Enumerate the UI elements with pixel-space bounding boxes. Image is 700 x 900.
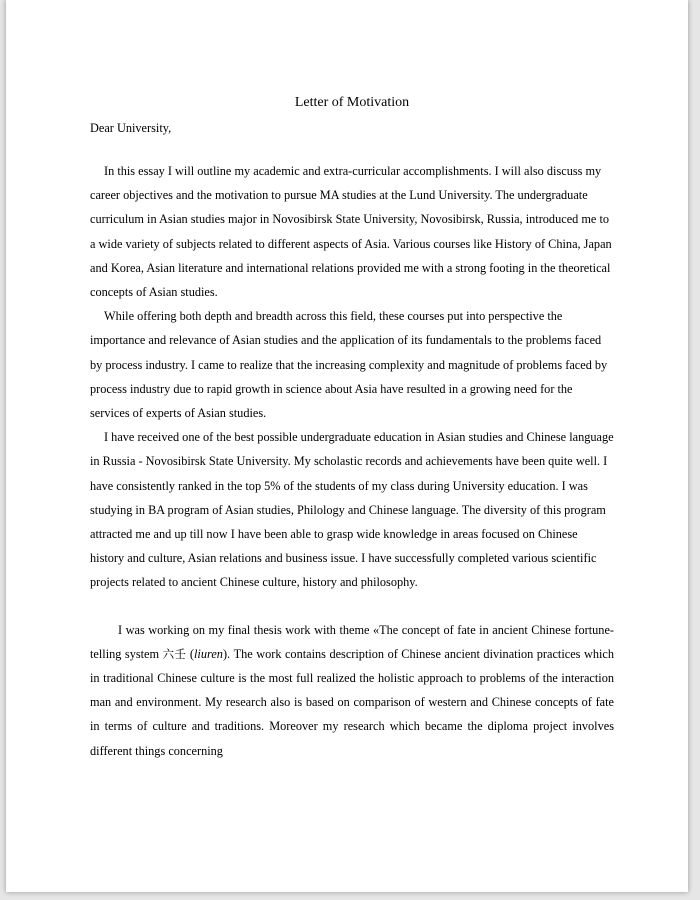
salutation: Dear University, <box>90 121 172 135</box>
document-body <box>90 93 614 763</box>
liuren-chinese-characters: 六壬 <box>162 646 187 661</box>
document-title: Letter of Motivation <box>294 95 410 110</box>
thesis-text-start: I was working on my final thesis work with theme «The concept of fate in ancient Chinese fortune-telling system <box>90 622 614 661</box>
thesis-paren-open: ( <box>186 646 195 661</box>
paragraph-4-thesis <box>90 618 614 763</box>
paragraph-3: I have received one of the best possible undergraduate education in Asian studies and Chinese language in Russia - Novosibirsk State University. My scholastic records and achievements have been quite well. I have consistently ranked in the top 5% of the students of my class during University education. I was studying in BA program of Asian studies, Philology and Chinese language. The diversity of this program attracted me and up till now I have been able to grasp wide knowledge in areas focused on Chinese history and culture, Asian relations and business issue. I have successfully completed various scientific projects related to ancient Chinese culture, history and philosophy. <box>90 430 614 590</box>
thesis-text-end: ). The work contains description of Chinese ancient divination practices which in traditional Chinese culture is the most full realized the holistic approach to problems of the interaction man and environment. My research also is based on comparison of western and Chinese concepts of fate in terms of culture and traditions. Moreover my research which became the diploma project involves different things concerning <box>90 646 615 758</box>
document-page <box>6 0 688 892</box>
paragraph-1: In this essay I will outline my academic and extra-curricular accomplishments. I will also discuss my career objectives and the motivation to pursue MA studies at the Lund University. The undergraduate curriculum in Asian studies major in Novosibirsk State University, Novosibirsk, Russia, introduced me to a wide variety of subjects related to different aspects of Asia. Various courses like History of China, Japan and Korea, Asian literature and international relations provided me with a strong footing in the theoretical concepts of Asian studies. <box>90 164 612 300</box>
liuren-italic-term: liuren <box>194 646 223 661</box>
paragraph-2: While offering both depth and breadth across this field, these courses put into perspective the importance and relevance of Asian studies and the application of its fundamentals to the problems faced by process industry. I came to realize that the increasing complexity and magnitude of problems faced by process industry due to rapid growth in science about Asia have resulted in a growing need for the services of experts of Asian studies. <box>90 309 608 421</box>
